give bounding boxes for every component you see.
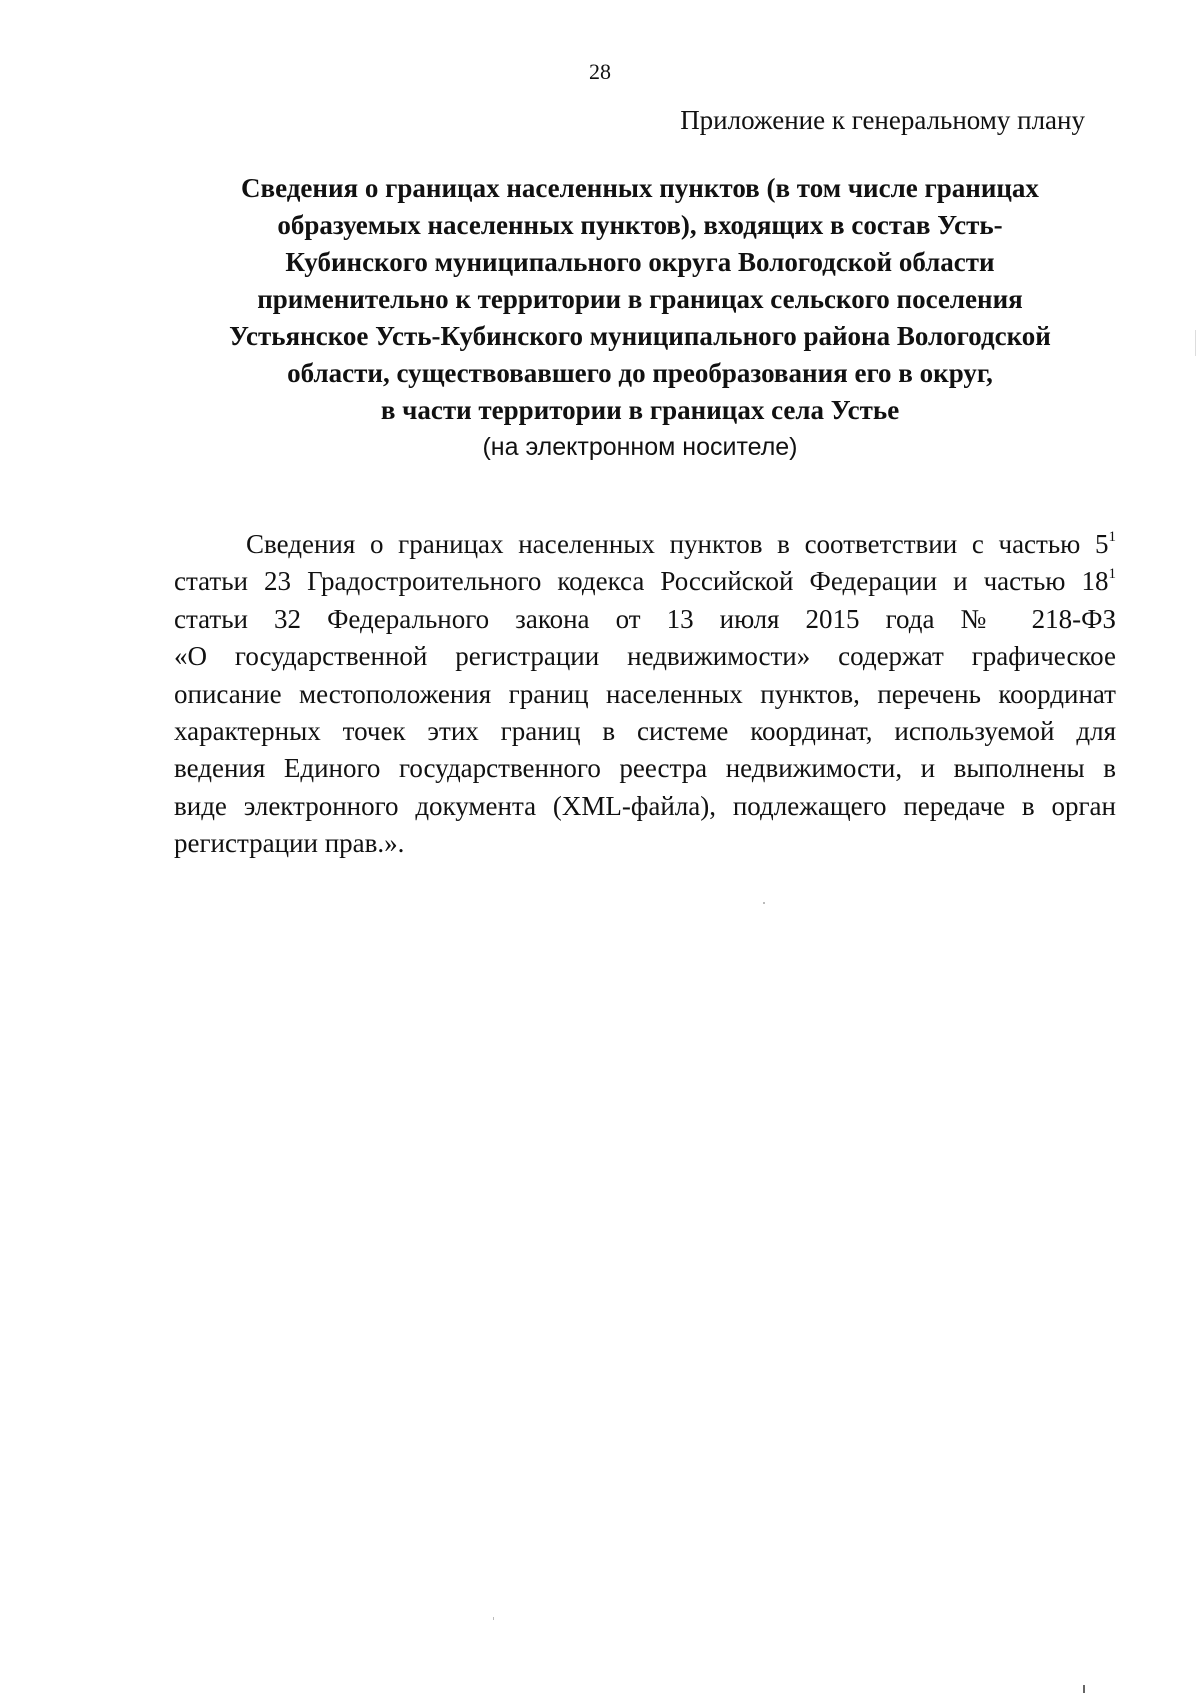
scan-artifact <box>1195 330 1196 356</box>
body-line: виде электронного документа (XML-файла), подлежащего передаче в орган <box>174 790 1116 821</box>
body-line: регистрации прав.». <box>174 828 405 859</box>
title-line: образуемых населенных пунктов), входящих в состав Усть- <box>277 210 1003 240</box>
title-line: Устьянское Усть-Кубинского муниципального района Вологодской <box>229 321 1051 351</box>
body-line: «О государственной регистрации недвижимости» содержат графическое <box>174 641 1116 672</box>
scan-artifact <box>763 902 765 904</box>
document-subtitle: (на электронном носителе) <box>482 433 798 461</box>
title-line: Кубинского муниципального округа Вологодской области <box>285 247 995 277</box>
document-title <box>190 170 1090 466</box>
body-line-text: статьи 23 Градостроительного кодекса Российской Федерации и частью 18 <box>174 566 1109 597</box>
body-line <box>174 563 1116 600</box>
appendix-label: Приложение к генеральному плану <box>680 105 1085 135</box>
superscript: 1 <box>1108 529 1116 545</box>
body-line <box>174 526 1116 563</box>
scan-artifact <box>493 1617 494 1620</box>
title-line: в части территории в границах села Устье <box>380 395 900 425</box>
body-line: характерных точек этих границ в системе координат, используемой для <box>174 716 1116 747</box>
body-line-text: Сведения о границах населенных пунктов в соответствии с частью 5 <box>246 529 1109 559</box>
title-line: применительно к территории в границах сельского поселения <box>257 284 1023 314</box>
body-line: ведения Единого государственного реестра недвижимости, и выполнены в <box>174 753 1116 784</box>
title-line: Сведения о границах населенных пунктов (в том числе границах <box>241 173 1039 203</box>
body-line: статьи 32 Федерального закона от 13 июля 2015 года № 218-ФЗ <box>174 603 1116 634</box>
body-line: описание местоположения границ населенных пунктов, перечень координат <box>174 678 1116 709</box>
superscript: 1 <box>1108 566 1116 583</box>
body-paragraph <box>174 526 1116 863</box>
page-number: 28 <box>589 59 611 84</box>
title-line: области, существовавшего до преобразования его в округ, <box>287 358 993 388</box>
scan-artifact <box>1083 1685 1085 1693</box>
